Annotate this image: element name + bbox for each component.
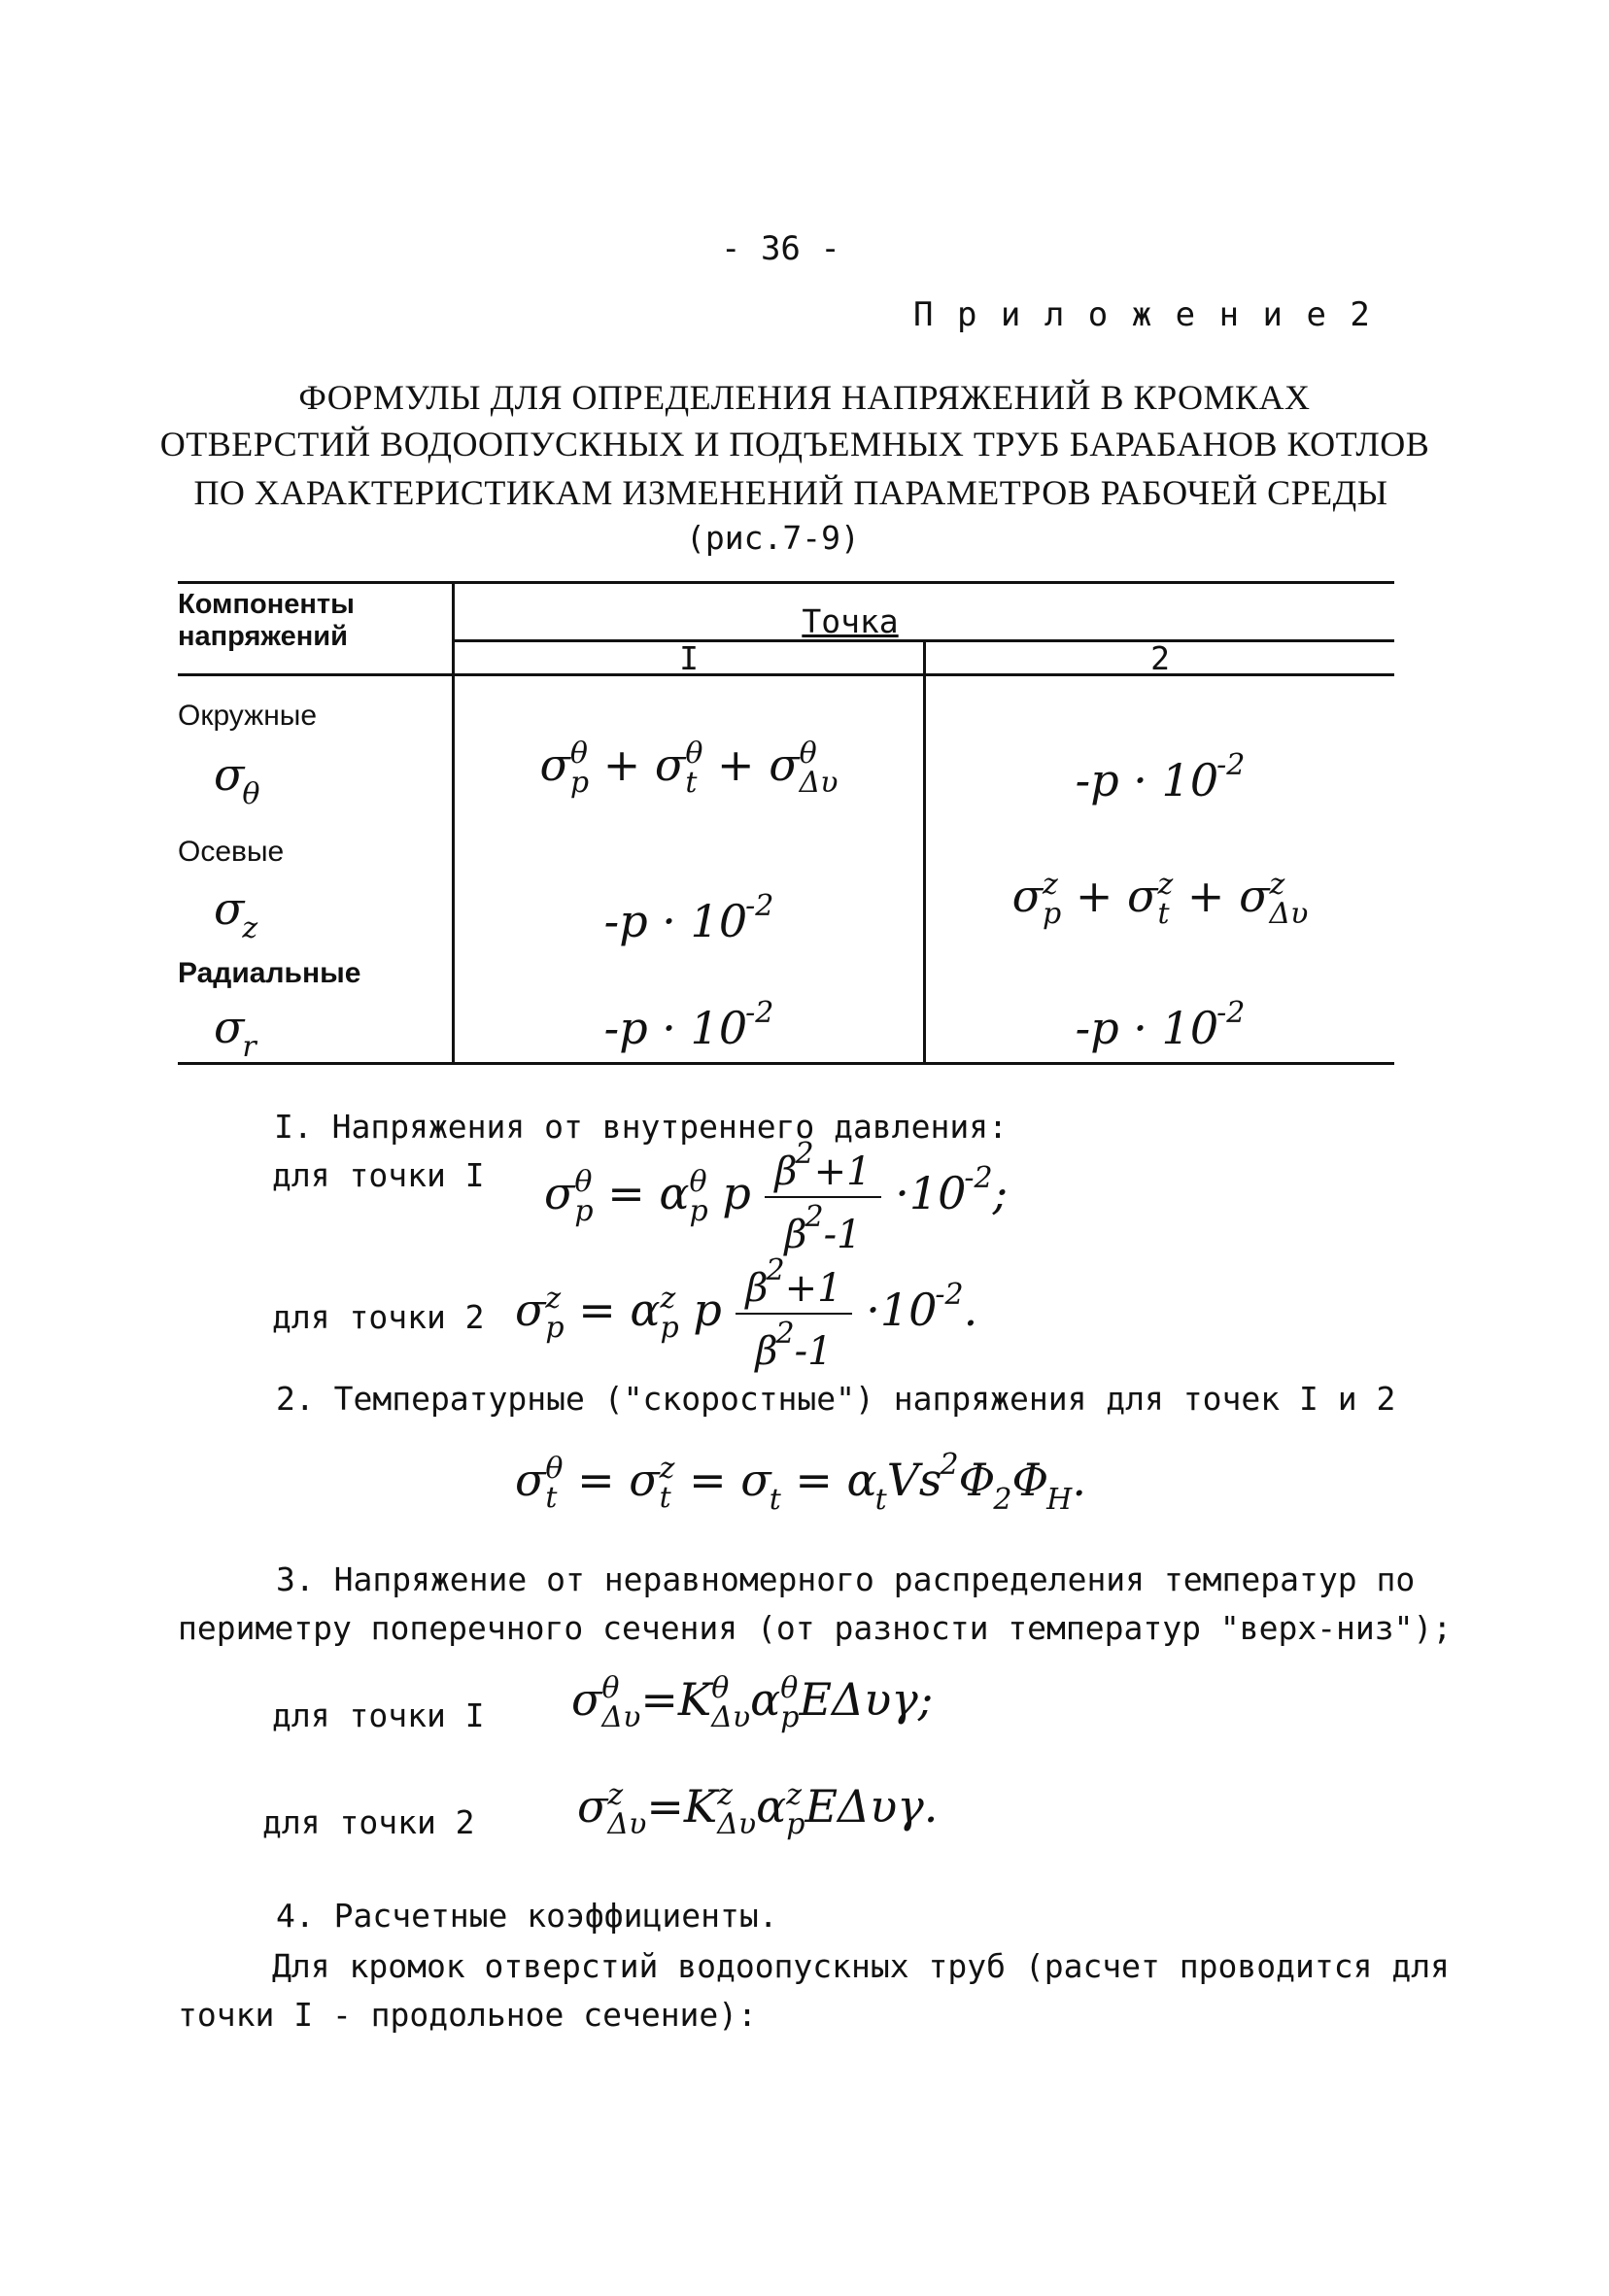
cell-radial-point2: $-p \cdot 10^{-2}$ bbox=[1075, 996, 1246, 1054]
cell-circumferential-point1: σ θ p + σ θ t + σ θ Δυ bbox=[539, 737, 839, 800]
row-label-axial: Осевые bbox=[178, 836, 285, 868]
table-top-line bbox=[178, 581, 1394, 584]
row-label-circumferential: Окружные bbox=[178, 700, 318, 732]
appendix-label: П р и л о ж е н и е 2 bbox=[913, 295, 1372, 334]
section-3-line-1: 3. Напряжение от неравномерного распределения температур по bbox=[276, 1560, 1416, 1598]
table-point-col-2: 2 bbox=[1150, 639, 1170, 677]
table-point-header: Точка bbox=[802, 602, 899, 640]
table-col-header: Компоненты напряжений bbox=[178, 589, 355, 653]
row-symbol-radial: $\sigma_r$ bbox=[214, 1001, 257, 1064]
row-symbol-circumferential: $\sigma_\theta$ bbox=[214, 748, 260, 811]
figure-reference: (рис.7-9) bbox=[686, 519, 860, 557]
section-3-line-2: периметру поперечного сечения (от разности температур "верх-низ"); bbox=[178, 1609, 1453, 1647]
section-1-point1-label: для точки I bbox=[272, 1156, 485, 1194]
cell-axial-point2: σ z p + σ z t + σ z Δυ bbox=[1011, 868, 1309, 931]
cell-radial-point1: $-p \cdot 10^{-2}$ bbox=[603, 996, 774, 1054]
section-3-point2-label: для точки 2 bbox=[262, 1803, 475, 1841]
formula-gradient-point1: σ θ Δυ =K θ Δυ α θ p EΔυγ; bbox=[571, 1671, 934, 1734]
row-label-radial: Радиальные bbox=[178, 957, 361, 989]
section-4-line-1: Для кромок отверстий водоопускных труб (расчет проводится для bbox=[272, 1947, 1450, 1985]
section-1-point2-label: для точки 2 bbox=[272, 1298, 485, 1336]
section-2-heading: 2. Температурные ("скоростные") напряжения для точек I и 2 bbox=[276, 1380, 1396, 1418]
row-symbol-axial: $\sigma_z$ bbox=[214, 882, 258, 945]
cell-axial-point1: $-p \cdot 10^{-2}$ bbox=[603, 889, 774, 947]
formula-thermal: σ θ t = σ z t = $\sigma_t = \alpha_tVs^2\Phi_2\Phi_H$. bbox=[515, 1448, 1086, 1517]
section-1-heading: I. Напряжения от внутреннего давления: bbox=[274, 1108, 1008, 1146]
table-point-col-1: I bbox=[679, 639, 699, 677]
formula-pressure-point2: σ z p = α z p p $\frac{\beta^2+1}{\beta^2-1}$ $\cdot 10^{-2}$. bbox=[515, 1253, 978, 1374]
title-line-2: ОТВЕРСТИЙ ВОДООПУСКНЫХ И ПОДЪЕМНЫХ ТРУБ БАРАБАНОВ КОТЛОВ bbox=[159, 425, 1430, 463]
formula-gradient-point2: σ z Δυ =K z Δυ α z p EΔυγ. bbox=[577, 1778, 939, 1841]
section-4-line-2: точки I - продольное сечение): bbox=[178, 1996, 758, 2034]
title-line-3: ПО ХАРАКТЕРИСТИКАМ ИЗМЕНЕНИЙ ПАРАМЕТРОВ РАБОЧЕЙ СРЕДЫ bbox=[193, 473, 1388, 512]
section-3-point1-label: для точки I bbox=[272, 1696, 485, 1734]
title-line-1: ФОРМУЛЫ ДЛЯ ОПРЕДЕЛЕНИЯ НАПРЯЖЕНИЙ В КРОМКАХ bbox=[298, 378, 1311, 417]
table-bottom-line bbox=[178, 1062, 1394, 1065]
formula-pressure-point1: σ θ p = α θ p p $\frac{\beta^2+1}{\beta^2-1}$ $\cdot 10^{-2}$; bbox=[544, 1137, 1009, 1257]
cell-circumferential-point2: $-p \cdot 10^{-2}$ bbox=[1075, 748, 1246, 806]
page-number: - 36 - bbox=[721, 229, 840, 268]
section-4-heading: 4. Расчетные коэффициенты. bbox=[276, 1897, 778, 1935]
